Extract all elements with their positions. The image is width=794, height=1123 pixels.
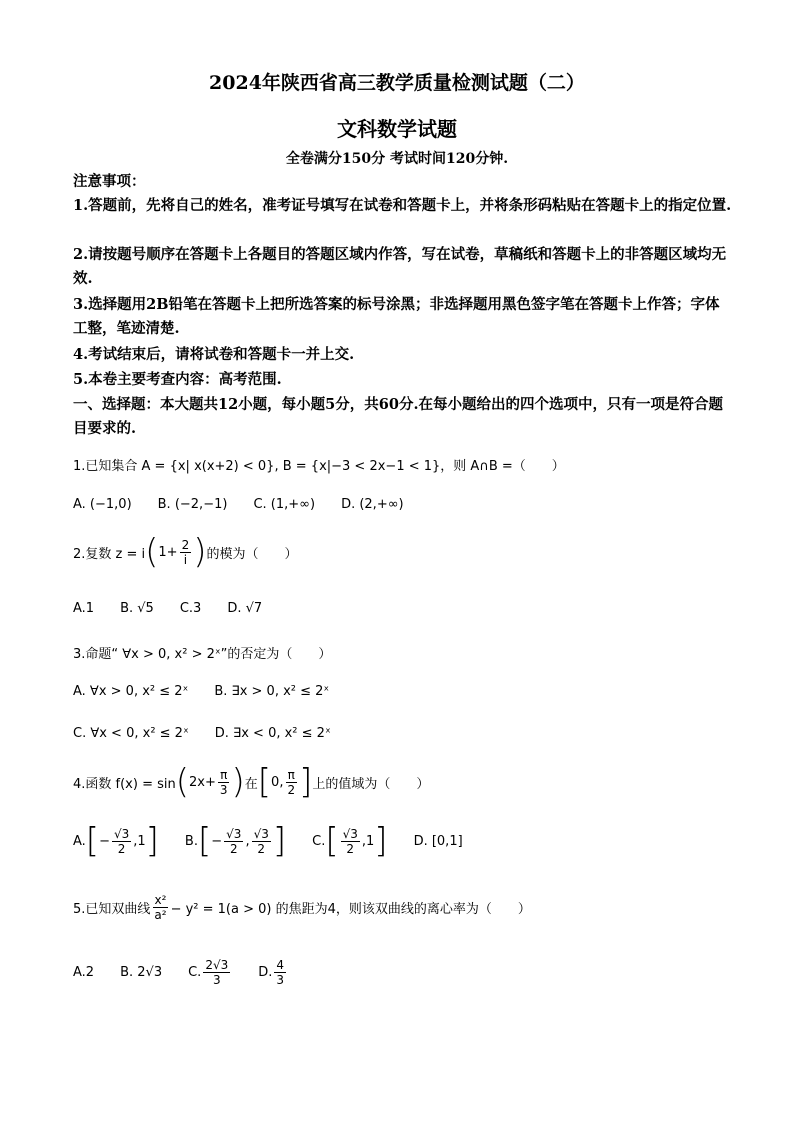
q5-option-c-label: C. xyxy=(188,965,202,980)
q4-a-fraction: $\frac{√3}{2}$ xyxy=(113,826,130,856)
q2-option-d: D. √7 xyxy=(227,601,263,616)
q4-option-c-label: C. xyxy=(312,833,326,849)
q4-option-c: C. [ $\frac{√3}{2}$ ,1 ] xyxy=(312,821,388,861)
question-1-stem: 1.已知集合 A = {x| x(x+2) < 0}, B = {x|−3 < 2x−1 < 1}，则 A∩B =（ ） xyxy=(73,459,565,474)
q4-stem-suffix: 上的值域为（ ） xyxy=(312,776,430,792)
q5-stem-suffix: − y² = 1(a > 0) 的焦距为4，则该双曲线的离心率为（ ） xyxy=(170,902,531,917)
q2-option-b: B. √5 xyxy=(120,601,154,616)
q4-b-fraction-1: $\frac{√3}{2}$ xyxy=(226,826,242,856)
q2-option-a: A.1 xyxy=(73,601,95,616)
question-2-stem xyxy=(73,532,733,572)
sub-title: 文科数学试题 xyxy=(337,117,457,141)
q1-option-b: B. (−2,−1) xyxy=(157,497,228,512)
q1-option-d: D. (2,+∞) xyxy=(341,497,404,512)
question-2-options xyxy=(73,601,288,616)
q4-interval-fraction: $\frac{\pi}{2}$ xyxy=(287,767,296,797)
q2-stem-prefix: 2.复数 z = i xyxy=(73,546,146,562)
q4-right-paren: ) xyxy=(231,762,245,802)
q4-arg: 2x+ xyxy=(189,774,216,790)
q3-option-b: B. ∃x > 0, x² ≤ 2ˣ xyxy=(214,684,330,699)
q2-left-paren: ( xyxy=(145,532,159,572)
score-info: 全卷满分150分 考试时间120分钟. xyxy=(285,151,509,167)
q4-option-b: B. [ − $\frac{√3}{2}$ , $\frac{√3}{2}$ ] xyxy=(184,821,287,861)
q2-option-c: C.3 xyxy=(179,601,202,616)
q4-stem-mid: 在 xyxy=(244,776,258,792)
q4-stem-prefix: 4.函数 f(x) = sin xyxy=(73,776,176,792)
note-item-5: 5.本卷主要考查内容：高考范围. xyxy=(73,371,282,388)
question-3-stem: 3.命题“ ∀x > 0, x² > 2ˣ”的否定为（ ） xyxy=(73,647,332,662)
q2-stem-suffix: 的模为（ ） xyxy=(206,546,298,562)
q5-option-b: B. 2√3 xyxy=(120,965,163,980)
question-5-options xyxy=(73,958,314,987)
notes-heading: 注意事项： xyxy=(73,173,146,190)
q4-c-left-bracket: [ xyxy=(325,821,339,861)
q4-interval-zero: 0, xyxy=(271,774,284,790)
q4-option-a: A. [ − $\frac{√3}{2}$ ,1 ] xyxy=(73,821,159,861)
q4-left-paren: ( xyxy=(175,762,189,802)
q4-c-right-bracket: ] xyxy=(374,821,388,861)
q5-option-d-label: D. xyxy=(258,965,273,980)
q5-d-fraction: $\frac{4}{3}$ xyxy=(276,958,285,987)
q4-b-right-bracket: ] xyxy=(272,821,287,861)
q4-a-left-bracket: [ xyxy=(85,821,100,861)
q3-option-c: C. ∀x < 0, x² ≤ 2ˣ xyxy=(73,726,189,741)
q5-option-a: A.2 xyxy=(73,965,95,980)
note-item-3: 3.选择题用2B铅笔在答题卡上把所选答案的标号涂黑；非选择题用黑色签字笔在答题卡上作答；字体工整，笔迹清楚. xyxy=(73,296,720,337)
note-item-1: 1.答题前，先将自己的姓名，准考证号填写在试卷和答题卡上，并将条形码粘贴在答题卡上的指定位置. xyxy=(73,197,732,214)
question-4-stem xyxy=(73,762,733,802)
q5-fraction: $\frac{\text{x²}}{\text{a²}}$ xyxy=(154,893,167,922)
q4-option-d: D. [0,1] xyxy=(413,833,463,849)
q2-right-paren: ) xyxy=(193,532,207,572)
main-title: 2024年陕西省高三教学质量检测试题（二） xyxy=(209,72,585,94)
q4-option-b-label: B. xyxy=(184,833,198,849)
q3-option-d: D. ∃x < 0, x² ≤ 2ˣ xyxy=(214,726,331,741)
q4-b-left-bracket: [ xyxy=(197,821,212,861)
q4-b-fraction-2: $\frac{√3}{2}$ xyxy=(253,826,269,856)
q4-c-fraction: $\frac{√3}{2}$ xyxy=(342,826,358,856)
q4-option-a-label: A. xyxy=(73,833,86,849)
question-3-options-row-2 xyxy=(73,726,357,741)
q5-option-d xyxy=(258,958,288,987)
note-item-4: 4.考试结束后，请将试卷和答题卡一并上交. xyxy=(73,346,355,363)
q4-a-right-bracket: ] xyxy=(145,821,159,861)
question-4-options xyxy=(73,821,489,861)
q2-fraction: $\frac{2}{i}$ xyxy=(181,537,190,567)
q4-interval-left: [ xyxy=(257,762,272,802)
note-item-2: 2.请按题号顺序在答题卡上各题目的答题区域内作答，写在试卷，草稿纸和答题卡上的非答题区域均无效. xyxy=(73,246,727,287)
section-heading: 一、选择题：本大题共12小题，每小题5分，共60分.在每小题给出的四个选项中，只有一项是符合题目要求的. xyxy=(73,396,723,437)
q1-option-a: A. (−1,0) xyxy=(73,497,132,512)
q5-c-fraction: $\frac{2√3}{3}$ xyxy=(205,958,229,987)
q1-option-c: C. (1,+∞) xyxy=(253,497,316,512)
q5-option-c xyxy=(188,958,232,987)
q5-stem-prefix: 5.已知双曲线 xyxy=(73,902,151,917)
q4-interval-right: ] xyxy=(299,762,313,802)
q4-arg-fraction: $\frac{\pi}{3}$ xyxy=(219,767,228,797)
q3-option-a: A. ∀x > 0, x² ≤ 2ˣ xyxy=(73,684,189,699)
question-5-stem xyxy=(73,893,733,922)
question-1-options xyxy=(73,497,430,512)
q2-expression-one: 1+ xyxy=(158,544,178,560)
question-3-options-row-1 xyxy=(73,684,355,699)
